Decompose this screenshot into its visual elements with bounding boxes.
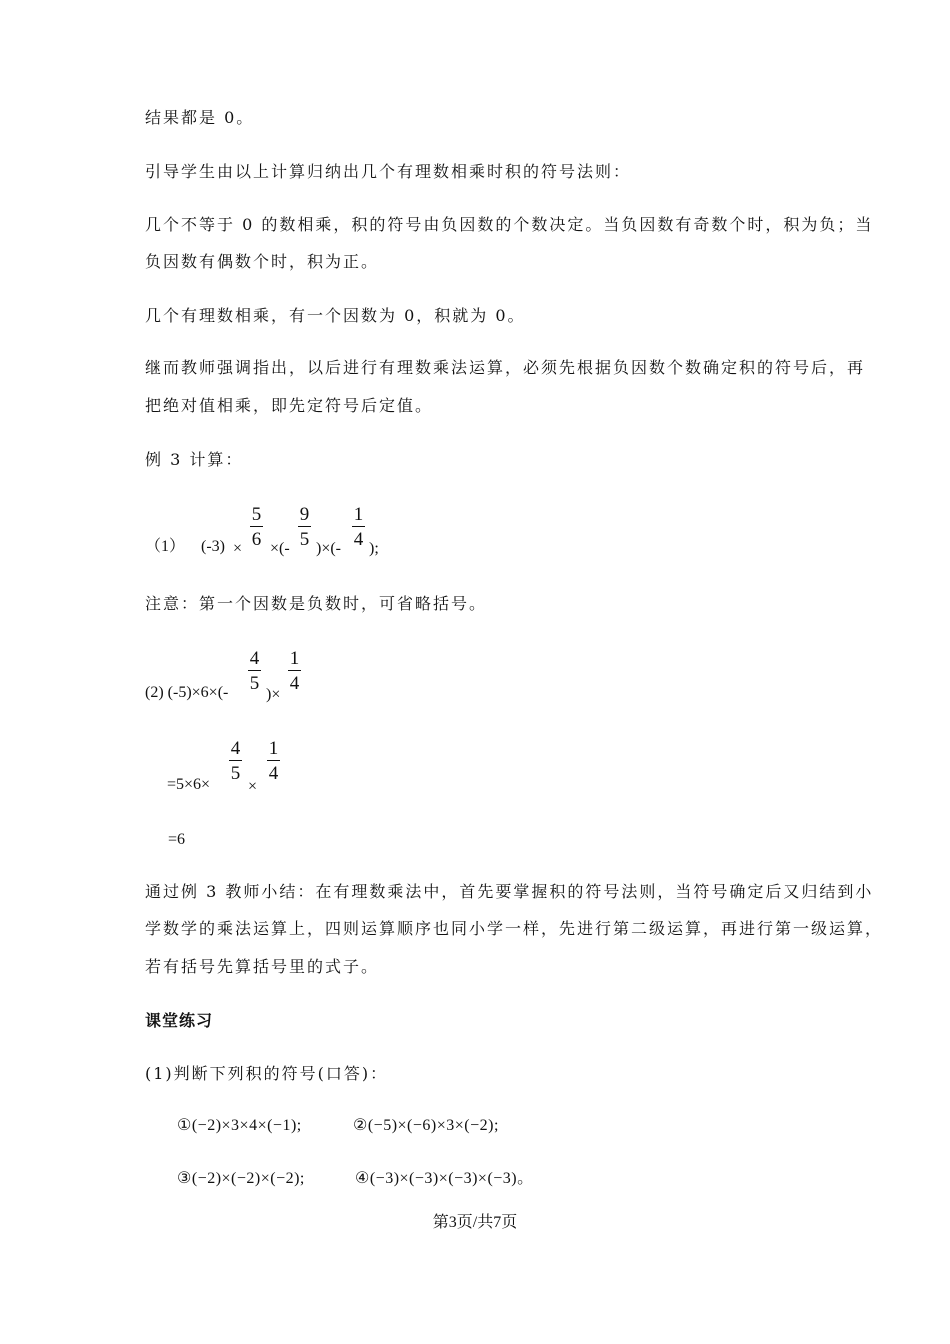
example-1-term-a: (-3) bbox=[201, 538, 225, 555]
example-1-label: （1） bbox=[145, 538, 186, 555]
fraction-bar bbox=[229, 760, 242, 761]
paragraph-zero-factor: 几个有理数相乘，有一个因数为 0，积就为 0。 bbox=[145, 306, 526, 325]
fraction-numerator: 4 bbox=[230, 738, 241, 759]
fraction-denominator: 4 bbox=[289, 673, 300, 694]
example-2-result: =6 bbox=[168, 831, 186, 848]
fraction-1-4 bbox=[267, 738, 280, 784]
fraction-bar bbox=[267, 760, 280, 761]
example-1-term-c: )×(- bbox=[316, 540, 342, 557]
fraction-denominator: 4 bbox=[353, 529, 364, 550]
fraction-bar bbox=[248, 670, 261, 671]
paragraph-sign-rule-line2: 负因数有偶数个时，积为正。 bbox=[145, 252, 380, 271]
summary-line3: 若有括号先算括号里的式子。 bbox=[145, 957, 380, 976]
exercise-item-1: ①(−2)×3×4×(−1); bbox=[177, 1117, 302, 1134]
paragraph-result-zero: 结果都是 0。 bbox=[145, 108, 255, 127]
example-2-step-2-term-a: =5×6× bbox=[167, 776, 211, 793]
example-1-term-b: ×(- bbox=[270, 540, 290, 557]
section-heading-classroom-practice: 课堂练习 bbox=[145, 1011, 214, 1030]
example-3-title: 例 3 计算： bbox=[145, 450, 244, 469]
example-2-term-b: )× bbox=[266, 686, 281, 703]
exercise-item-3: ③(−2)×(−2)×(−2); bbox=[177, 1170, 305, 1187]
example-2-step-2-times: × bbox=[248, 778, 258, 795]
fraction-numerator: 1 bbox=[289, 648, 300, 669]
summary-line1: 通过例 3 教师小结：在有理数乘法中，首先要掌握积的符号法则，当符号确定后又归结到小 bbox=[145, 882, 874, 901]
exercise-item-4: ④(−3)×(−3)×(−3)×(−3)。 bbox=[355, 1170, 534, 1187]
paragraph-sign-rule-line1: 几个不等于 0 的数相乘，积的符号由负因数的个数决定。当负因数有奇数个时，积为负；当 bbox=[145, 215, 874, 234]
fraction-denominator: 5 bbox=[230, 763, 241, 784]
paragraph-emphasis-line1: 继而教师强调指出，以后进行有理数乘法运算，必须先根据负因数个数确定积的符号后，再 bbox=[145, 358, 866, 377]
example-1-times: × bbox=[233, 540, 243, 557]
fraction-denominator: 5 bbox=[299, 529, 310, 550]
fraction-numerator: 5 bbox=[251, 504, 262, 525]
fraction-9-5 bbox=[298, 504, 311, 550]
summary-line2: 学数学的乘法运算上，四则运算顺序也同小学一样，先进行第二级运算，再进行第一级运算， bbox=[145, 919, 884, 938]
fraction-4-5 bbox=[229, 738, 242, 784]
fraction-numerator: 1 bbox=[268, 738, 279, 759]
fraction-denominator: 6 bbox=[251, 529, 262, 550]
fraction-denominator: 5 bbox=[249, 673, 260, 694]
exercise-1-prompt: (1)判断下列积的符号(口答)： bbox=[145, 1064, 389, 1083]
fraction-5-6 bbox=[250, 504, 263, 550]
example-1-term-d: ); bbox=[369, 540, 379, 557]
fraction-bar bbox=[250, 526, 263, 527]
fraction-bar bbox=[352, 526, 365, 527]
paragraph-guide: 引导学生由以上计算归纳出几个有理数相乘时积的符号法则： bbox=[145, 162, 632, 181]
paragraph-emphasis-line2: 把绝对值相乘，即先定符号后定值。 bbox=[145, 396, 434, 415]
fraction-1-4 bbox=[352, 504, 365, 550]
fraction-bar bbox=[298, 526, 311, 527]
fraction-4-5 bbox=[248, 648, 261, 694]
fraction-1-4 bbox=[288, 648, 301, 694]
note-negative-first-factor: 注意：第一个因数是负数时，可省略括号。 bbox=[145, 594, 488, 613]
fraction-bar bbox=[288, 670, 301, 671]
fraction-numerator: 4 bbox=[249, 648, 260, 669]
page-number-footer: 第3页/共7页 bbox=[432, 1214, 518, 1231]
fraction-numerator: 1 bbox=[353, 504, 364, 525]
fraction-numerator: 9 bbox=[299, 504, 310, 525]
example-2-term-a: (2) (-5)×6×(- bbox=[145, 684, 229, 701]
exercise-item-2: ②(−5)×(−6)×3×(−2); bbox=[353, 1117, 499, 1134]
fraction-denominator: 4 bbox=[268, 763, 279, 784]
